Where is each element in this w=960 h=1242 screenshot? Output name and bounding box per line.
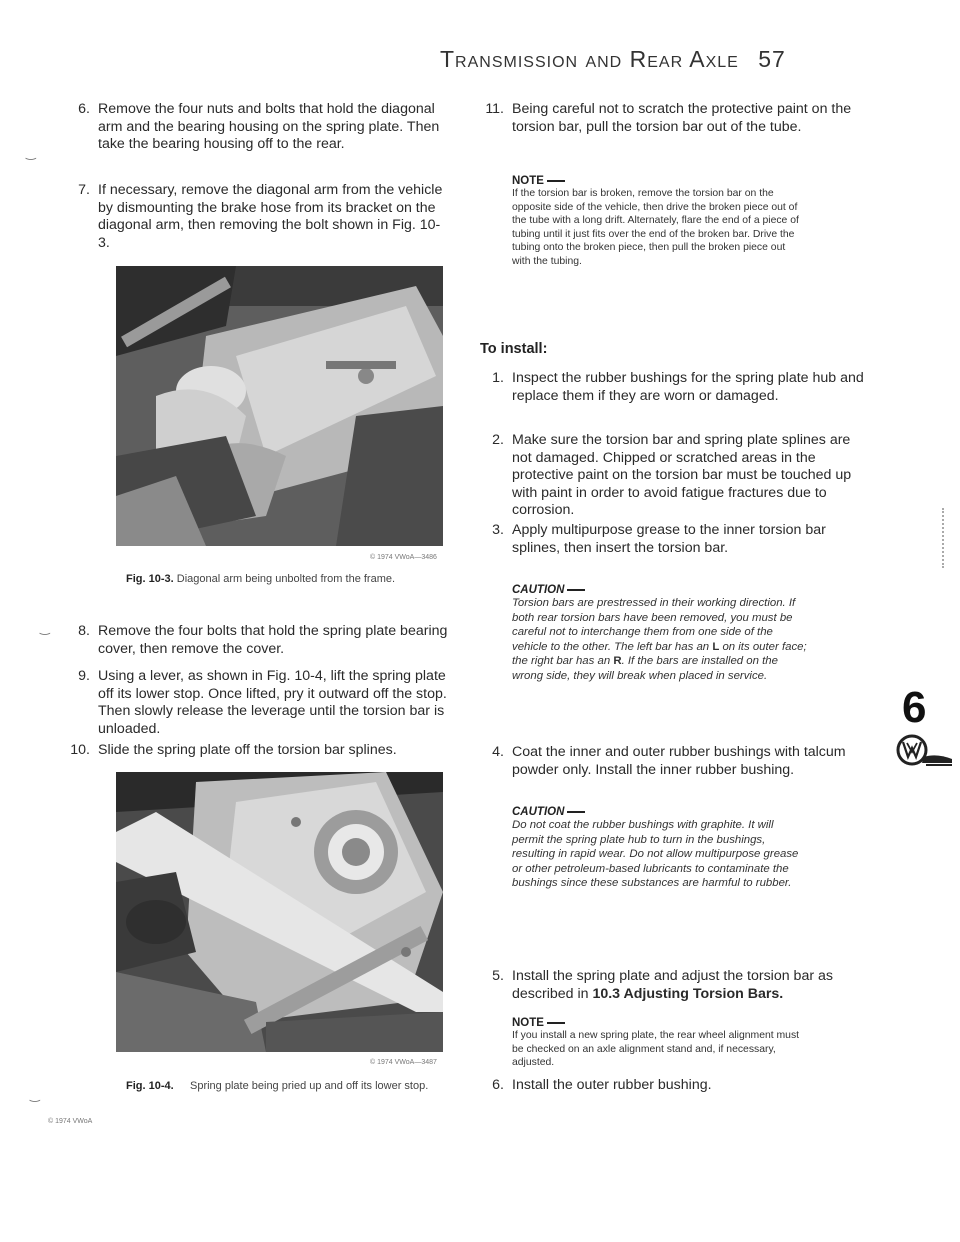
- step-number: 6.: [492, 1077, 504, 1093]
- step-8: [60, 623, 450, 658]
- step-number: 11.: [485, 101, 504, 117]
- margin-mark: ‿: [30, 1088, 40, 1102]
- step-text: Slide the spring plate off the torsion bar splines.: [98, 742, 397, 758]
- step-number: 6.: [78, 101, 90, 117]
- section-reference: 10.3 Adjusting Torsion Bars.: [592, 985, 784, 1002]
- step-text: Make sure the torsion bar and spring plate splines are not damaged. Chipped or scratched areas in the protective paint on the torsion bar must be touched up with paint in order to avoid fatigue fractures due to corrosion.: [512, 432, 852, 519]
- fig-10-4-credit: © 1974 VWoA—3487: [370, 1059, 437, 1066]
- caution-text-part: . If the bars are installed on the wrong side, they will break when placed in service.: [512, 655, 778, 682]
- step-number: 10.: [70, 742, 90, 758]
- caution-label: CAUTION: [512, 806, 807, 818]
- step-text: Being careful not to scratch the protective paint on the torsion bar, pull the torsion bar out of the tube.: [512, 101, 852, 135]
- caution-block-1: [512, 584, 807, 684]
- diagonal-arm-photo: [116, 266, 443, 546]
- figure-caption: Spring plate being pried up and off its lower stop.: [190, 1080, 429, 1092]
- figure-label: Fig. 10-3.: [126, 573, 174, 585]
- margin-mark: [942, 508, 952, 568]
- step-text: Remove the four bolts that hold the spring plate bearing cover, then remove the cover.: [98, 623, 448, 657]
- chapter-title: Transmission and Rear Axle: [440, 46, 739, 72]
- fig-10-3-caption: [126, 572, 446, 586]
- figure-10-4-photo: [116, 772, 443, 1052]
- install-heading: To install:: [480, 341, 548, 357]
- step-6: [60, 101, 450, 154]
- caution-text-part: Torsion bars are prestressed in their working direction. If both rear torsion bars have been removed, you must be careful not to interchange them from one side of the vehicle to the other. The left bar has an: [512, 597, 796, 653]
- caution-letter-r: R: [613, 655, 622, 668]
- figure-label: Fig. 10-4.: [126, 1080, 174, 1092]
- step-9: [60, 668, 450, 738]
- install-step-3: [474, 522, 864, 557]
- caution-letter-l: L: [712, 640, 720, 653]
- fig-10-3-credit: © 1974 VWoA—3486: [370, 554, 437, 561]
- step-text: Remove the four nuts and bolts that hold the diagonal arm and the bearing housing on the spring plate. Then take the bearing housing off to the rear.: [98, 101, 440, 153]
- step-text: Apply multipurpose grease to the inner torsion bar splines, then insert the torsion bar.: [512, 522, 826, 556]
- figure-caption: Diagonal arm being unbolted from the frame.: [176, 573, 396, 585]
- margin-mark: ‿: [40, 621, 50, 635]
- step-number: 4.: [492, 744, 504, 760]
- page-number: 57: [758, 46, 786, 72]
- step-number: 8.: [78, 623, 90, 639]
- fig-10-4-caption: [126, 1079, 446, 1093]
- step-number: 3.: [492, 522, 504, 538]
- step-text: [512, 968, 864, 1003]
- step-number: 2.: [492, 432, 504, 448]
- step-text: Inspect the rubber bushings for the spring plate hub and replace them if they are worn or damaged.: [512, 370, 864, 404]
- install-step-2: [474, 432, 864, 520]
- step-text: Install the outer rubber bushing.: [512, 1077, 712, 1093]
- caution-text: Do not coat the rubber bushings with graphite. It will permit the spring plate hub to turn in the bushings, resulting in rapid wear. Do not allow multipurpose grease or other petroleum-based lubricants to contaminate the bushings since these substances are harmful to rubber.: [512, 819, 799, 890]
- install-step-5: [474, 968, 864, 1003]
- step-11: [474, 101, 864, 136]
- page-header: [440, 46, 860, 73]
- step-7: [60, 182, 450, 252]
- step-text: Using a lever, as shown in Fig. 10-4, lift the spring plate off its lower stop. Once lifted, pry it outward off the stop. Then slowly release the leverage until the torsion bar is unloaded.: [98, 668, 447, 737]
- note-block-1: [512, 175, 802, 269]
- step-text: If necessary, remove the diagonal arm from the vehicle by dismounting the brake hose from its bracket on the diagonal arm, then removing the bolt shown in Fig. 10-3.: [98, 182, 443, 251]
- margin-mark: ‿: [26, 146, 36, 160]
- install-step-4: [474, 744, 864, 779]
- vw-logo-icon: [896, 733, 952, 769]
- step-text: Coat the inner and outer rubber bushings with talcum powder only. Install the inner rubber bushing.: [512, 744, 846, 778]
- install-step-1: [474, 370, 864, 405]
- caution-label: CAUTION: [512, 584, 807, 596]
- caution-text: [512, 596, 807, 684]
- step-number: 5.: [492, 968, 504, 984]
- chapter-tab-number: 6: [902, 683, 927, 732]
- step-10: [60, 742, 450, 760]
- note-block-2: [512, 1017, 807, 1070]
- step-number: 1.: [492, 370, 504, 386]
- step-text-part: Install the spring plate and adjust the torsion bar as described in: [512, 968, 833, 1002]
- figure-10-3-photo: [116, 266, 443, 546]
- caution-block-2: [512, 806, 807, 891]
- step-number: 7.: [78, 182, 90, 198]
- caution-text-part: on its outer face; the right bar has an: [512, 640, 807, 668]
- note-text: If you install a new spring plate, the rear wheel alignment must be checked on an axle alignment stand and, if necessary, adjusted.: [512, 1030, 800, 1069]
- footer-credit: © 1974 VWoA: [48, 1118, 93, 1125]
- note-text: If the torsion bar is broken, remove the torsion bar on the opposite side of the vehicle, then drive the broken piece out of the tube with a long drift. Alternately, flare the end of a piece of tubing until it just fits over the end of the broken bar. Drive the tubing onto the broken piece, then pull the broken piece out with the tubing.: [512, 188, 799, 267]
- note-label: NOTE: [512, 175, 802, 187]
- note-label: NOTE: [512, 1017, 807, 1029]
- install-step-6: [474, 1077, 864, 1095]
- step-number: 9.: [78, 668, 90, 684]
- spring-plate-photo: [116, 772, 443, 1052]
